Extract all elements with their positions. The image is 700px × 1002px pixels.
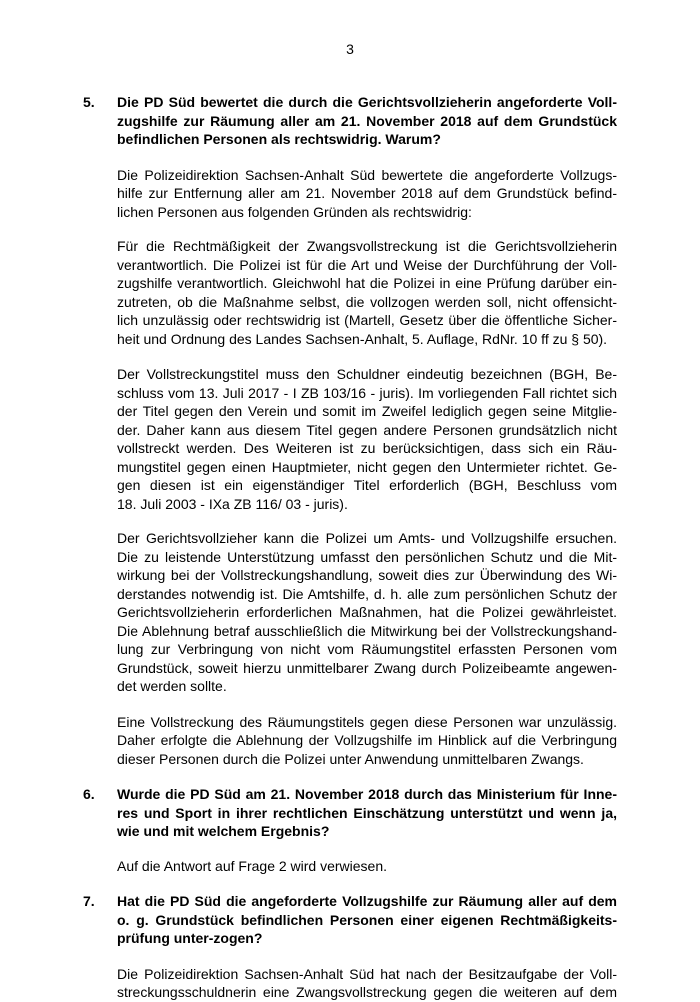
text-line: Für die Rechtmäßigkeit der Zwangsvollstreckung ist die Gerichtsvollzieherin xyxy=(117,238,617,254)
text-line: prüfung unter-zogen? xyxy=(117,930,263,946)
text-line: Die Ablehnung betraf ausschließlich die Mitwirkung bei der Vollstreckungshand- xyxy=(117,622,617,639)
text-line: streckungsschuldnerin eine Zwangsvollstreckung gegen die weiteren auf dem xyxy=(117,984,617,1000)
text-line: Die Polizeidirektion Sachsen-Anhalt Süd bewertete die angeforderte Vollzugs- xyxy=(117,166,617,183)
question-text xyxy=(117,892,617,948)
text-line: gen diesen ist ein eigenständiger Titel erforderlich (BGH, Beschluss vom xyxy=(117,477,617,493)
text-line: der Titel gegen den Verein und somit im Zweifel lediglich gegen seine Mitglie- xyxy=(117,403,617,419)
question-6 xyxy=(83,785,617,841)
text-line: wie und mit welchem Ergebnis? xyxy=(117,823,330,839)
text-line: dieser Personen durch die Polizei unter Anwendung unmittelbaren Zwangs. xyxy=(117,750,584,767)
answer-paragraph xyxy=(117,965,617,1002)
text-line: Die PD Süd bewertet die durch die Gerichtsvollzieherin angeforderte Voll- xyxy=(117,94,617,110)
question-text xyxy=(117,93,617,149)
text-line: wirkung bei der Vollstreckungshandlung, soweit dies zur Überwindung des Wi- xyxy=(117,567,617,583)
text-line: hilfe zur Entfernung aller am 21. November 2018 auf dem Grundstück befind- xyxy=(117,185,617,201)
text-line: mungstitel gegen einen Hauptmieter, nicht gegen den Untermieter richtet. Ge- xyxy=(117,458,617,475)
answer-paragraph xyxy=(117,365,617,513)
question-text xyxy=(117,785,617,841)
text-line: Der Vollstreckungstitel muss den Schuldner eindeutig bezeichnen (BGH, Be- xyxy=(117,366,617,382)
question-5 xyxy=(83,93,617,149)
text-line: Der Gerichtsvollzieher kann die Polizei um Amts- und Vollzugshilfe ersuchen. xyxy=(117,530,617,546)
text-line: Hat die PD Süd die angeforderte Vollzugshilfe zur Räumung aller auf dem xyxy=(117,893,617,909)
text-line: zugshilfe zur Räumung aller am 21. November 2018 auf dem Grundstück xyxy=(117,112,617,129)
text-line: zugshilfe verantwortlich. Gleichwohl hat die Polizei in eine Prüfung darüber ein- xyxy=(117,275,617,291)
text-line: Die Polizeidirektion Sachsen-Anhalt Süd hat nach der Besitzaufgabe der Voll- xyxy=(117,965,617,982)
text-line: lung zur Verbringung von nicht vom Räumungstitel erfassten Personen vom xyxy=(117,641,617,657)
text-line: befindlichen Personen als rechtswidrig. Warum? xyxy=(117,131,441,147)
question-number: 6. xyxy=(83,786,95,802)
answer-paragraph xyxy=(117,857,617,876)
text-line: heit und Ordnung des Landes Sachsen-Anhalt, 5. Auflage, RdNr. 10 ff zu § 50). xyxy=(117,330,608,347)
answer-paragraph xyxy=(117,166,617,222)
question-number: 5. xyxy=(83,94,95,110)
text-line: Eine Vollstreckung des Räumungstitels gegen diese Personen war unzulässig. xyxy=(117,713,617,730)
text-line: Wurde die PD Süd am 21. November 2018 durch das Ministerium für Inne- xyxy=(117,786,617,802)
text-line: o. g. Grundstück befindlichen Personen einer eigenen Rechtmäßigkeits- xyxy=(117,911,617,928)
text-line: Gerichtsvollzieherin erforderlichen Maßnahmen, hat die Polizei gewährleistet. xyxy=(117,604,617,620)
text-line: derstandes notwendig ist. Die Amtshilfe, d. h. alle zum persönlichen Schutz der xyxy=(117,585,617,602)
question-7 xyxy=(83,892,617,948)
text-line: res und Sport in ihrer rechtlichen Einschätzung unterstützt und wenn ja, xyxy=(117,804,617,821)
text-line: lich unzulässig oder rechtswidrig ist (Martell, Gesetz über die öffentliche Sicher- xyxy=(117,312,617,328)
text-line: 18. Juli 2003 - IXa ZB 116/ 03 - juris). xyxy=(117,495,348,512)
text-line: Die zu leistende Unterstützung umfasst den persönlichen Schutz und die Mit- xyxy=(117,548,617,565)
text-line: vollstreckt werden. Des Weiteren ist zu berücksichtigen, dass sich ein Räu- xyxy=(117,440,617,456)
text-line: der. Daher kann aus diesem Titel gegen andere Personen grundsätzlich nicht xyxy=(117,421,617,438)
text-line: zutreten, ob die Maßnahme selbst, die vollzogen werden soll, nicht offensicht- xyxy=(117,293,617,310)
answer-paragraph xyxy=(117,529,617,696)
text-line: det werden sollte. xyxy=(117,678,227,694)
text-line: schluss vom 13. Juli 2017 - I ZB 103/16 - juris). Im vorliegenden Fall richtet sich xyxy=(117,384,617,401)
text-line: Auf die Antwort auf Frage 2 wird verwiesen. xyxy=(117,857,388,874)
page-number: 3 xyxy=(346,41,354,57)
text-line: lichen Personen aus folgenden Gründen als rechtswidrig: xyxy=(117,203,472,220)
text-line: verantwortlich. Die Polizei ist für die Art und Weise der Durchführung der Voll- xyxy=(117,256,617,273)
document-body xyxy=(83,93,617,1002)
answer-paragraph xyxy=(117,237,617,348)
text-line: Daher erfolgte die Ablehnung der Vollzugshilfe im Hinblick auf die Verbringung xyxy=(117,732,617,748)
text-line: Grundstück, soweit hierzu unmittelbarer Zwang durch Polizeibeamte angewen- xyxy=(117,659,617,676)
answer-paragraph xyxy=(117,713,617,769)
question-number: 7. xyxy=(83,893,95,909)
